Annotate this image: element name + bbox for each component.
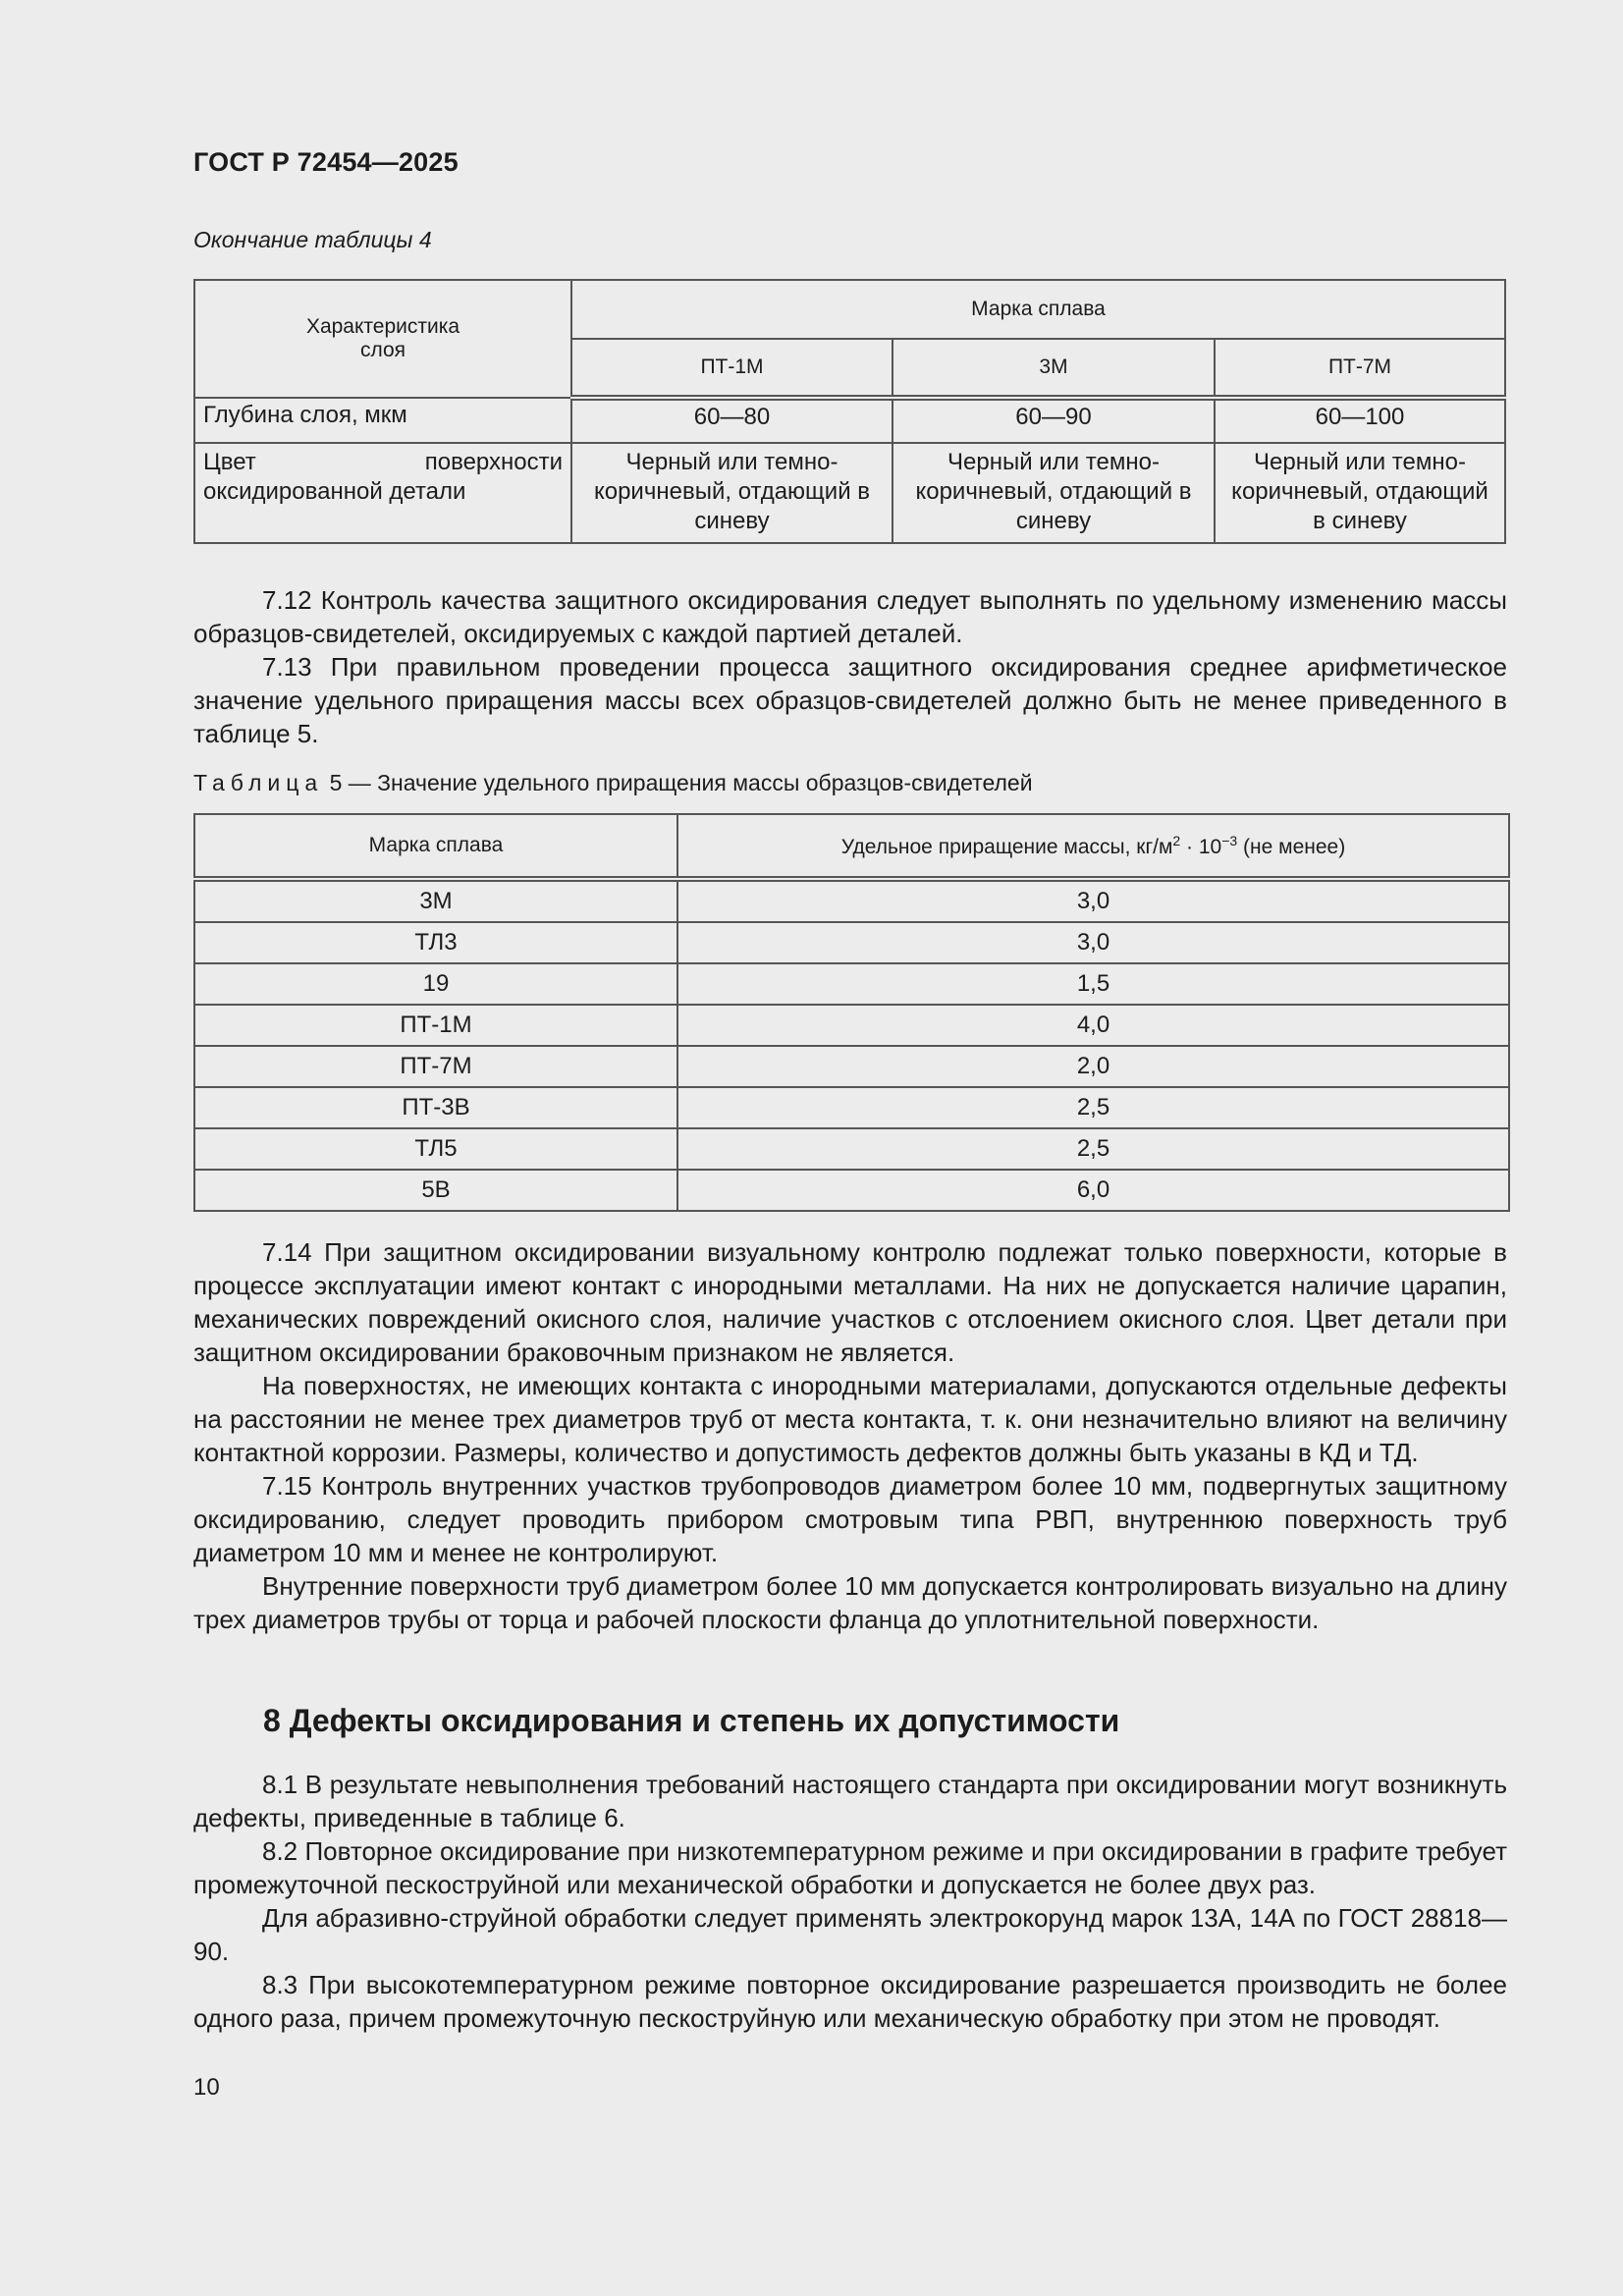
table4-col1-header: Характеристика слоя [194, 280, 571, 398]
document-header: ГОСТ Р 72454—2025 [193, 147, 459, 177]
table-cell: 3,0 [677, 922, 1509, 963]
section-8-paragraphs [193, 1768, 1507, 2035]
table-cell: 5В [194, 1170, 677, 1211]
paragraph: 8.2 Повторное оксидирование при низкотемпературном режиме и при оксидировании в графите требует промежуточной пескоструйной или механической обработки и допускается не более двух раз. [193, 1836, 1507, 1899]
table-row [194, 1128, 1509, 1170]
table-cell: 3М [194, 879, 677, 922]
table-5 [193, 813, 1510, 1212]
table-cell: 60—80 [571, 398, 893, 443]
table-row [194, 1005, 1509, 1046]
table5-col2-header: Удельное приращение массы, $кг/м^2 \cdot 10^{-3}$ (не менее) [677, 814, 1509, 879]
table5-caption-text: — Значение удельного приращения массы образцов-свидетелей [348, 770, 1033, 795]
paragraph: 7.12 Контроль качества защитного оксидирования следует выполнять по удельному изменению массы образцов-свидетелей, оксидируемых с каждой партией деталей. [193, 585, 1507, 648]
table4-alloy-header: ПТ-7М [1215, 339, 1505, 398]
paragraph: 8.1 В результате невыполнения требований настоящего стандарта при оксидировании могут возникнуть дефекты, приведенные в таблице 6. [193, 1770, 1507, 1832]
table-cell: 2,5 [677, 1087, 1509, 1128]
table-cell: 6,0 [677, 1170, 1509, 1211]
paragraphs-7-14-7-15 [193, 1235, 1507, 1636]
paragraphs-7-12-7-13 [193, 583, 1507, 750]
table-cell: Черный или темно-коричневый, отдающий в синеву [571, 443, 893, 543]
table-row [194, 1170, 1509, 1211]
table4-row-label: Глубина слоя, мкм [194, 398, 571, 443]
table5-caption [193, 770, 1033, 796]
table-row [194, 398, 1505, 443]
table-row [194, 963, 1509, 1005]
table4-group-header: Марка сплава [571, 280, 1505, 339]
table-row [194, 1087, 1509, 1128]
table-cell: 60—100 [1215, 398, 1505, 443]
table4-row-label [194, 443, 571, 543]
table-cell: 2,5 [677, 1128, 1509, 1170]
section-8-title: 8 Дефекты оксидирования и степень их допустимости [263, 1703, 1120, 1738]
table-row [194, 922, 1509, 963]
table5-caption-number: 5 [329, 770, 343, 795]
table-cell: 1,5 [677, 963, 1509, 1005]
table-cell: ПТ-7М [194, 1046, 677, 1087]
paragraph: 7.15 Контроль внутренних участков трубопроводов диаметром более 10 мм, подвергнутых защитному оксидированию, следует проводить прибором смотровым типа РВП, внутреннюю поверхность труб диаметром 10 мм и менее не контролируют. [193, 1471, 1507, 1567]
table4-alloy-header: ПТ-1М [571, 339, 893, 398]
paragraph: Внутренние поверхности труб диаметром более 10 мм допускается контролировать визуально на длину трех диаметров трубы от торца и рабочей плоскости фланца до уплотнительной поверхности. [193, 1571, 1507, 1634]
table-cell: 60—90 [893, 398, 1215, 443]
table-cell: ПТ-1М [194, 1005, 677, 1046]
label-line: оксидированной детали [203, 478, 466, 505]
table-cell: ТЛ5 [194, 1128, 677, 1170]
table-cell: 4,0 [677, 1005, 1509, 1046]
label-word: Цвет [203, 449, 256, 475]
table-row [194, 443, 1505, 543]
table-cell: 19 [194, 963, 677, 1005]
label-word: поверхности [424, 449, 563, 475]
paragraph: Для абразивно-струйной обработки следует применять электрокорунд марок 13А, 14А по ГОСТ 28818—90. [193, 1903, 1507, 1966]
paragraph: 8.3 При высокотемпературном режиме повторное оксидирование разрешается производить не более одного раза, причем промежуточную пескоструйную или механическую обработку при этом не проводят. [193, 1970, 1507, 2033]
table-row [194, 879, 1509, 922]
table-cell: Черный или темно-коричневый, отдающий в синеву [893, 443, 1215, 543]
paragraph: 7.14 При защитном оксидировании визуальному контролю подлежат только поверхности, которые в процессе эксплуатации имеют контакт с инородными металлами. На них не допускается наличие царапин, механических повреждений окисного слоя, наличие участков с отслоением окисного слоя. Цвет детали при защитном оксидировании браковочным признаком не является. [193, 1237, 1507, 1367]
table4-alloy-header: 3М [893, 339, 1215, 398]
table-cell: ПТ-3В [194, 1087, 677, 1128]
paragraph: На поверхностях, не имеющих контакта с инородными материалами, допускаются отдельные дефекты на расстоянии не менее трех диаметров труб от места контакта, т. к. они незначительно влияют на величину контактной коррозии. Размеры, количество и допустимость дефектов должны быть указаны в КД и ТД. [193, 1371, 1507, 1467]
table-4 [193, 279, 1506, 544]
table-cell: 3,0 [677, 879, 1509, 922]
page-number: 10 [193, 2074, 220, 2101]
table-cell: Черный или темно-коричневый, отдающий в синеву [1215, 443, 1505, 543]
table5-caption-word: Таблица [193, 770, 324, 795]
table-cell: ТЛ3 [194, 922, 677, 963]
table4-continuation-caption: Окончание таблицы 4 [193, 227, 432, 252]
table-cell: 2,0 [677, 1046, 1509, 1087]
table-row [194, 1046, 1509, 1087]
paragraph: 7.13 При правильном проведении процесса защитного оксидирования среднее арифметическое значение удельного приращения массы всех образцов-свидетелей должно быть не менее приведенного в таблице 5. [193, 652, 1507, 748]
table5-col1-header: Марка сплава [194, 814, 677, 879]
